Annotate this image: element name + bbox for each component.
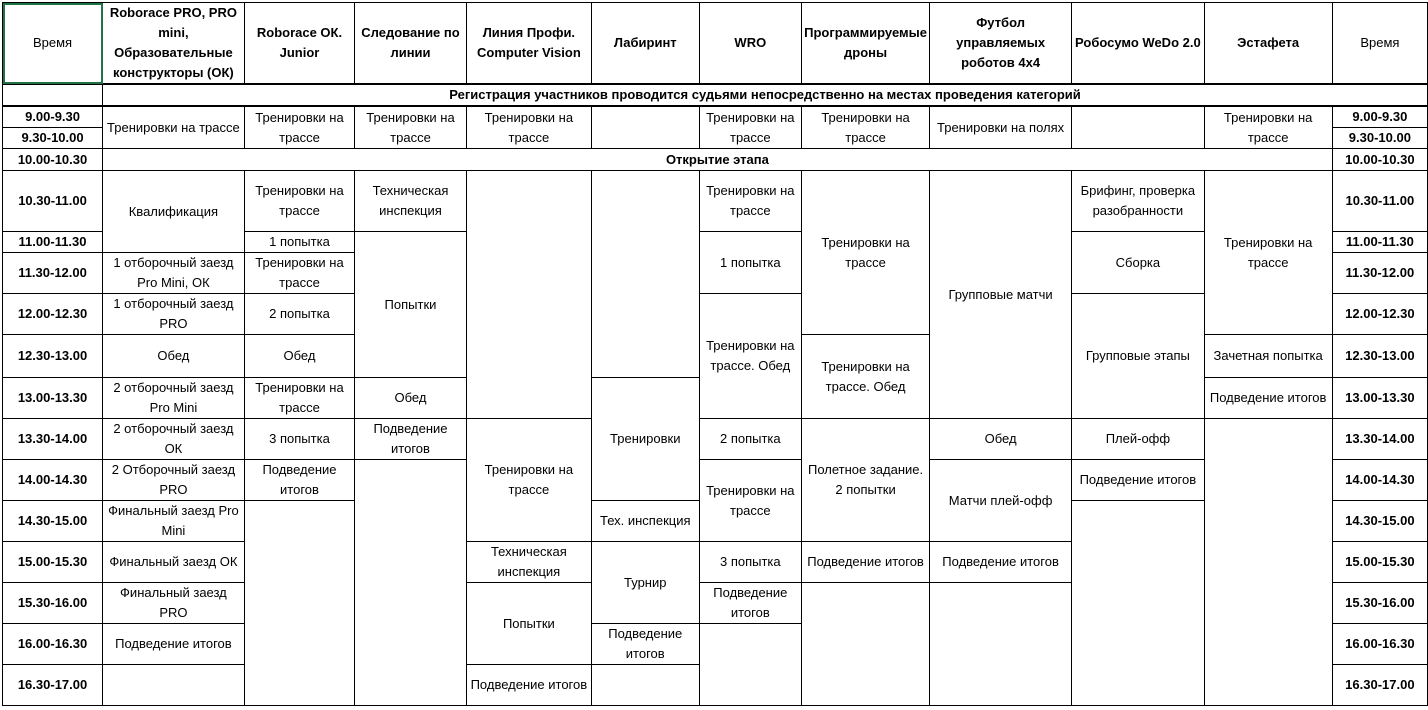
time-cell[interactable]: 13.30-14.00 xyxy=(1332,419,1427,460)
c1-cell[interactable] xyxy=(103,665,245,706)
c2-cell[interactable]: Тренировки на трассе xyxy=(244,253,354,294)
c5-cell[interactable] xyxy=(592,106,700,149)
header-col-9[interactable]: Робосумо WeDo 2.0 xyxy=(1072,3,1204,85)
time-row xyxy=(3,171,1428,232)
c7-cell[interactable] xyxy=(802,583,930,706)
time-row xyxy=(3,106,1428,128)
c2-cell[interactable] xyxy=(244,501,354,706)
c9-cell[interactable]: Брифинг, проверка разобранности xyxy=(1072,171,1204,232)
c6-cell[interactable]: Тренировки на трассе xyxy=(699,171,802,232)
time-cell[interactable]: 15.30-16.00 xyxy=(1332,583,1427,624)
time-cell[interactable]: 16.30-17.00 xyxy=(1332,665,1427,706)
empty-cell[interactable] xyxy=(3,84,103,106)
c6-cell[interactable]: Тренировки на трассе xyxy=(699,106,802,149)
registration-row xyxy=(3,84,1428,106)
time-cell[interactable]: 14.30-15.00 xyxy=(3,501,103,542)
c2-cell[interactable]: Тренировки на трассе xyxy=(244,378,354,419)
c4-cell[interactable]: Подведение итогов xyxy=(466,665,591,706)
c2-cell[interactable]: 3 попытка xyxy=(244,419,354,460)
c4-cell[interactable]: Тренировки на трассе xyxy=(466,106,591,149)
c5-cell[interactable] xyxy=(592,665,700,706)
opening-banner[interactable]: Открытие этапа xyxy=(103,149,1333,171)
time-cell[interactable]: 16.00-16.30 xyxy=(1332,624,1427,665)
c3-cell[interactable] xyxy=(355,460,467,706)
time-cell[interactable]: 15.30-16.00 xyxy=(3,583,103,624)
c1-cell[interactable]: Обед xyxy=(103,335,245,378)
c3-cell[interactable]: Тренировки на трассе xyxy=(355,106,467,149)
c2-cell[interactable]: Тренировки на трассе xyxy=(244,171,354,232)
time-row xyxy=(3,149,1428,171)
c9-cell[interactable] xyxy=(1072,106,1204,149)
time-row xyxy=(3,419,1428,460)
c8-cell[interactable]: Групповые матчи xyxy=(930,171,1072,419)
c2-cell[interactable]: Обед xyxy=(244,335,354,378)
c1-cell[interactable]: Квалификация xyxy=(103,171,245,253)
c6-cell[interactable]: 1 попытка xyxy=(699,232,802,294)
c7-cell[interactable]: Подведение итогов xyxy=(802,542,930,583)
time-cell[interactable]: 10.30-11.00 xyxy=(3,171,103,232)
c10-cell[interactable]: Подведение итогов xyxy=(1204,378,1332,419)
time-cell[interactable]: 14.00-14.30 xyxy=(3,460,103,501)
c7-cell[interactable]: Полетное задание. 2 попытки xyxy=(802,419,930,542)
c1-cell[interactable]: Финальный заезд ОК xyxy=(103,542,245,583)
c1-cell[interactable]: 1 отборочный заезд PRO xyxy=(103,294,245,335)
time-cell[interactable]: 11.30-12.00 xyxy=(3,253,103,294)
time-cell[interactable]: 12.30-13.00 xyxy=(3,335,103,378)
c6-cell[interactable]: 2 попытка xyxy=(699,419,802,460)
c4-cell[interactable]: Попытки xyxy=(466,583,591,665)
c10-cell[interactable] xyxy=(1204,419,1332,706)
time-cell[interactable]: 11.00-11.30 xyxy=(1332,232,1427,253)
time-cell[interactable]: 13.30-14.00 xyxy=(3,419,103,460)
c1-cell[interactable]: Подведение итогов xyxy=(103,624,245,665)
header-col-8[interactable]: Футбол управляемых роботов 4х4 xyxy=(930,3,1072,85)
c10-cell[interactable]: Тренировки на трассе xyxy=(1204,106,1332,149)
time-cell[interactable]: 13.00-13.30 xyxy=(3,378,103,419)
c9-cell[interactable]: Плей-офф xyxy=(1072,419,1204,460)
c3-cell[interactable]: Техническая инспекция xyxy=(355,171,467,232)
c2-cell[interactable]: 1 попытка xyxy=(244,232,354,253)
c9-cell[interactable]: Подведение итогов xyxy=(1072,460,1204,501)
time-cell[interactable]: 11.00-11.30 xyxy=(3,232,103,253)
c4-cell[interactable] xyxy=(466,171,591,419)
c10-cell[interactable]: Тренировки на трассе xyxy=(1204,171,1332,335)
c9-cell[interactable]: Групповые этапы xyxy=(1072,294,1204,419)
c8-cell[interactable]: Подведение итогов xyxy=(930,542,1072,583)
time-cell[interactable]: 10.00-10.30 xyxy=(1332,149,1427,171)
header-col-2[interactable]: Roborace ОК. Junior xyxy=(244,3,354,85)
header-col-6[interactable]: WRO xyxy=(699,3,802,85)
c7-cell[interactable]: Тренировки на трассе. Обед xyxy=(802,335,930,419)
time-cell[interactable]: 12.00-12.30 xyxy=(3,294,103,335)
time-cell[interactable]: 15.00-15.30 xyxy=(3,542,103,583)
c6-cell[interactable] xyxy=(699,624,802,706)
c3-cell[interactable]: Обед xyxy=(355,378,467,419)
time-cell[interactable]: 12.30-13.00 xyxy=(1332,335,1427,378)
c1-cell[interactable]: Тренировки на трассе xyxy=(103,106,245,149)
time-cell[interactable]: 11.30-12.00 xyxy=(1332,253,1427,294)
c6-cell[interactable]: 3 попытка xyxy=(699,542,802,583)
c4-cell[interactable]: Тренировки на трассе xyxy=(466,419,591,542)
c8-cell[interactable] xyxy=(930,583,1072,706)
schedule-table xyxy=(2,2,1428,706)
c2-cell[interactable]: Тренировки на трассе xyxy=(244,106,354,149)
c2-cell[interactable]: Подведение итогов xyxy=(244,460,354,501)
c8-cell[interactable]: Тренировки на полях xyxy=(930,106,1072,149)
time-cell[interactable]: 14.00-14.30 xyxy=(1332,460,1427,501)
c5-cell[interactable]: Подведение итогов xyxy=(592,624,700,665)
c1-cell[interactable]: Финальный заезд PRO xyxy=(103,583,245,624)
c10-cell[interactable]: Зачетная попытка xyxy=(1204,335,1332,378)
c2-cell[interactable]: 2 попытка xyxy=(244,294,354,335)
registration-banner[interactable]: Регистрация участников проводится судьями непосредственно на местах проведения категорий xyxy=(103,84,1428,106)
c1-cell[interactable]: 2 отборочный заезд ОК xyxy=(103,419,245,460)
c7-cell[interactable]: Тренировки на трассе xyxy=(802,171,930,335)
c3-cell[interactable]: Подведение итогов xyxy=(355,419,467,460)
c5-cell[interactable]: Турнир xyxy=(592,542,700,624)
header-col-3[interactable]: Следование по линии xyxy=(355,3,467,85)
c5-cell[interactable] xyxy=(592,171,700,378)
time-cell[interactable]: 15.00-15.30 xyxy=(1332,542,1427,583)
time-cell[interactable]: 9.00-9.30 xyxy=(3,106,103,128)
header-col-4[interactable]: Линия Профи. Computer Vision xyxy=(466,3,591,85)
c1-cell[interactable]: 1 отборочный заезд Pro Mini, ОК xyxy=(103,253,245,294)
time-cell[interactable]: 16.00-16.30 xyxy=(3,624,103,665)
c9-cell[interactable]: Сборка xyxy=(1072,232,1204,294)
c5-cell[interactable]: Тех. инспекция xyxy=(592,501,700,542)
c6-cell[interactable]: Подведение итогов xyxy=(699,583,802,624)
c5-cell[interactable]: Тренировки xyxy=(592,378,700,501)
time-cell[interactable]: 16.30-17.00 xyxy=(3,665,103,706)
header-row xyxy=(3,3,1428,85)
c7-cell[interactable]: Тренировки на трассе xyxy=(802,106,930,149)
c6-cell[interactable]: Тренировки на трассе. Обед xyxy=(699,294,802,419)
header-time-left[interactable]: Время xyxy=(3,3,103,85)
time-cell[interactable]: 10.30-11.00 xyxy=(1332,171,1427,232)
c1-cell[interactable]: 2 отборочный заезд Pro Mini xyxy=(103,378,245,419)
c9-cell[interactable] xyxy=(1072,501,1204,706)
c1-cell[interactable]: Финальный заезд Pro Mini xyxy=(103,501,245,542)
time-cell[interactable]: 9.00-9.30 xyxy=(1332,106,1427,128)
header-col-1[interactable]: Roborace PRO, PRO mini, Образовательные конструкторы (ОК) xyxy=(103,3,245,85)
c6-cell[interactable]: Тренировки на трассе xyxy=(699,460,802,542)
time-cell[interactable]: 14.30-15.00 xyxy=(1332,501,1427,542)
c8-cell[interactable]: Матчи плей-офф xyxy=(930,460,1072,542)
header-col-5[interactable]: Лабиринт xyxy=(592,3,700,85)
time-cell[interactable]: 12.00-12.30 xyxy=(1332,294,1427,335)
c4-cell[interactable]: Техническая инспекция xyxy=(466,542,591,583)
time-cell[interactable]: 13.00-13.30 xyxy=(1332,378,1427,419)
header-time-right[interactable]: Время xyxy=(1332,3,1427,85)
time-cell[interactable]: 9.30-10.00 xyxy=(1332,128,1427,149)
header-col-10[interactable]: Эстафета xyxy=(1204,3,1332,85)
time-cell[interactable]: 9.30-10.00 xyxy=(3,128,103,149)
time-cell[interactable]: 10.00-10.30 xyxy=(3,149,103,171)
c8-cell[interactable]: Обед xyxy=(930,419,1072,460)
c1-cell[interactable]: 2 Отборочный заезд PRO xyxy=(103,460,245,501)
header-col-7[interactable]: Программируемые дроны xyxy=(802,3,930,85)
c3-cell[interactable]: Попытки xyxy=(355,232,467,378)
